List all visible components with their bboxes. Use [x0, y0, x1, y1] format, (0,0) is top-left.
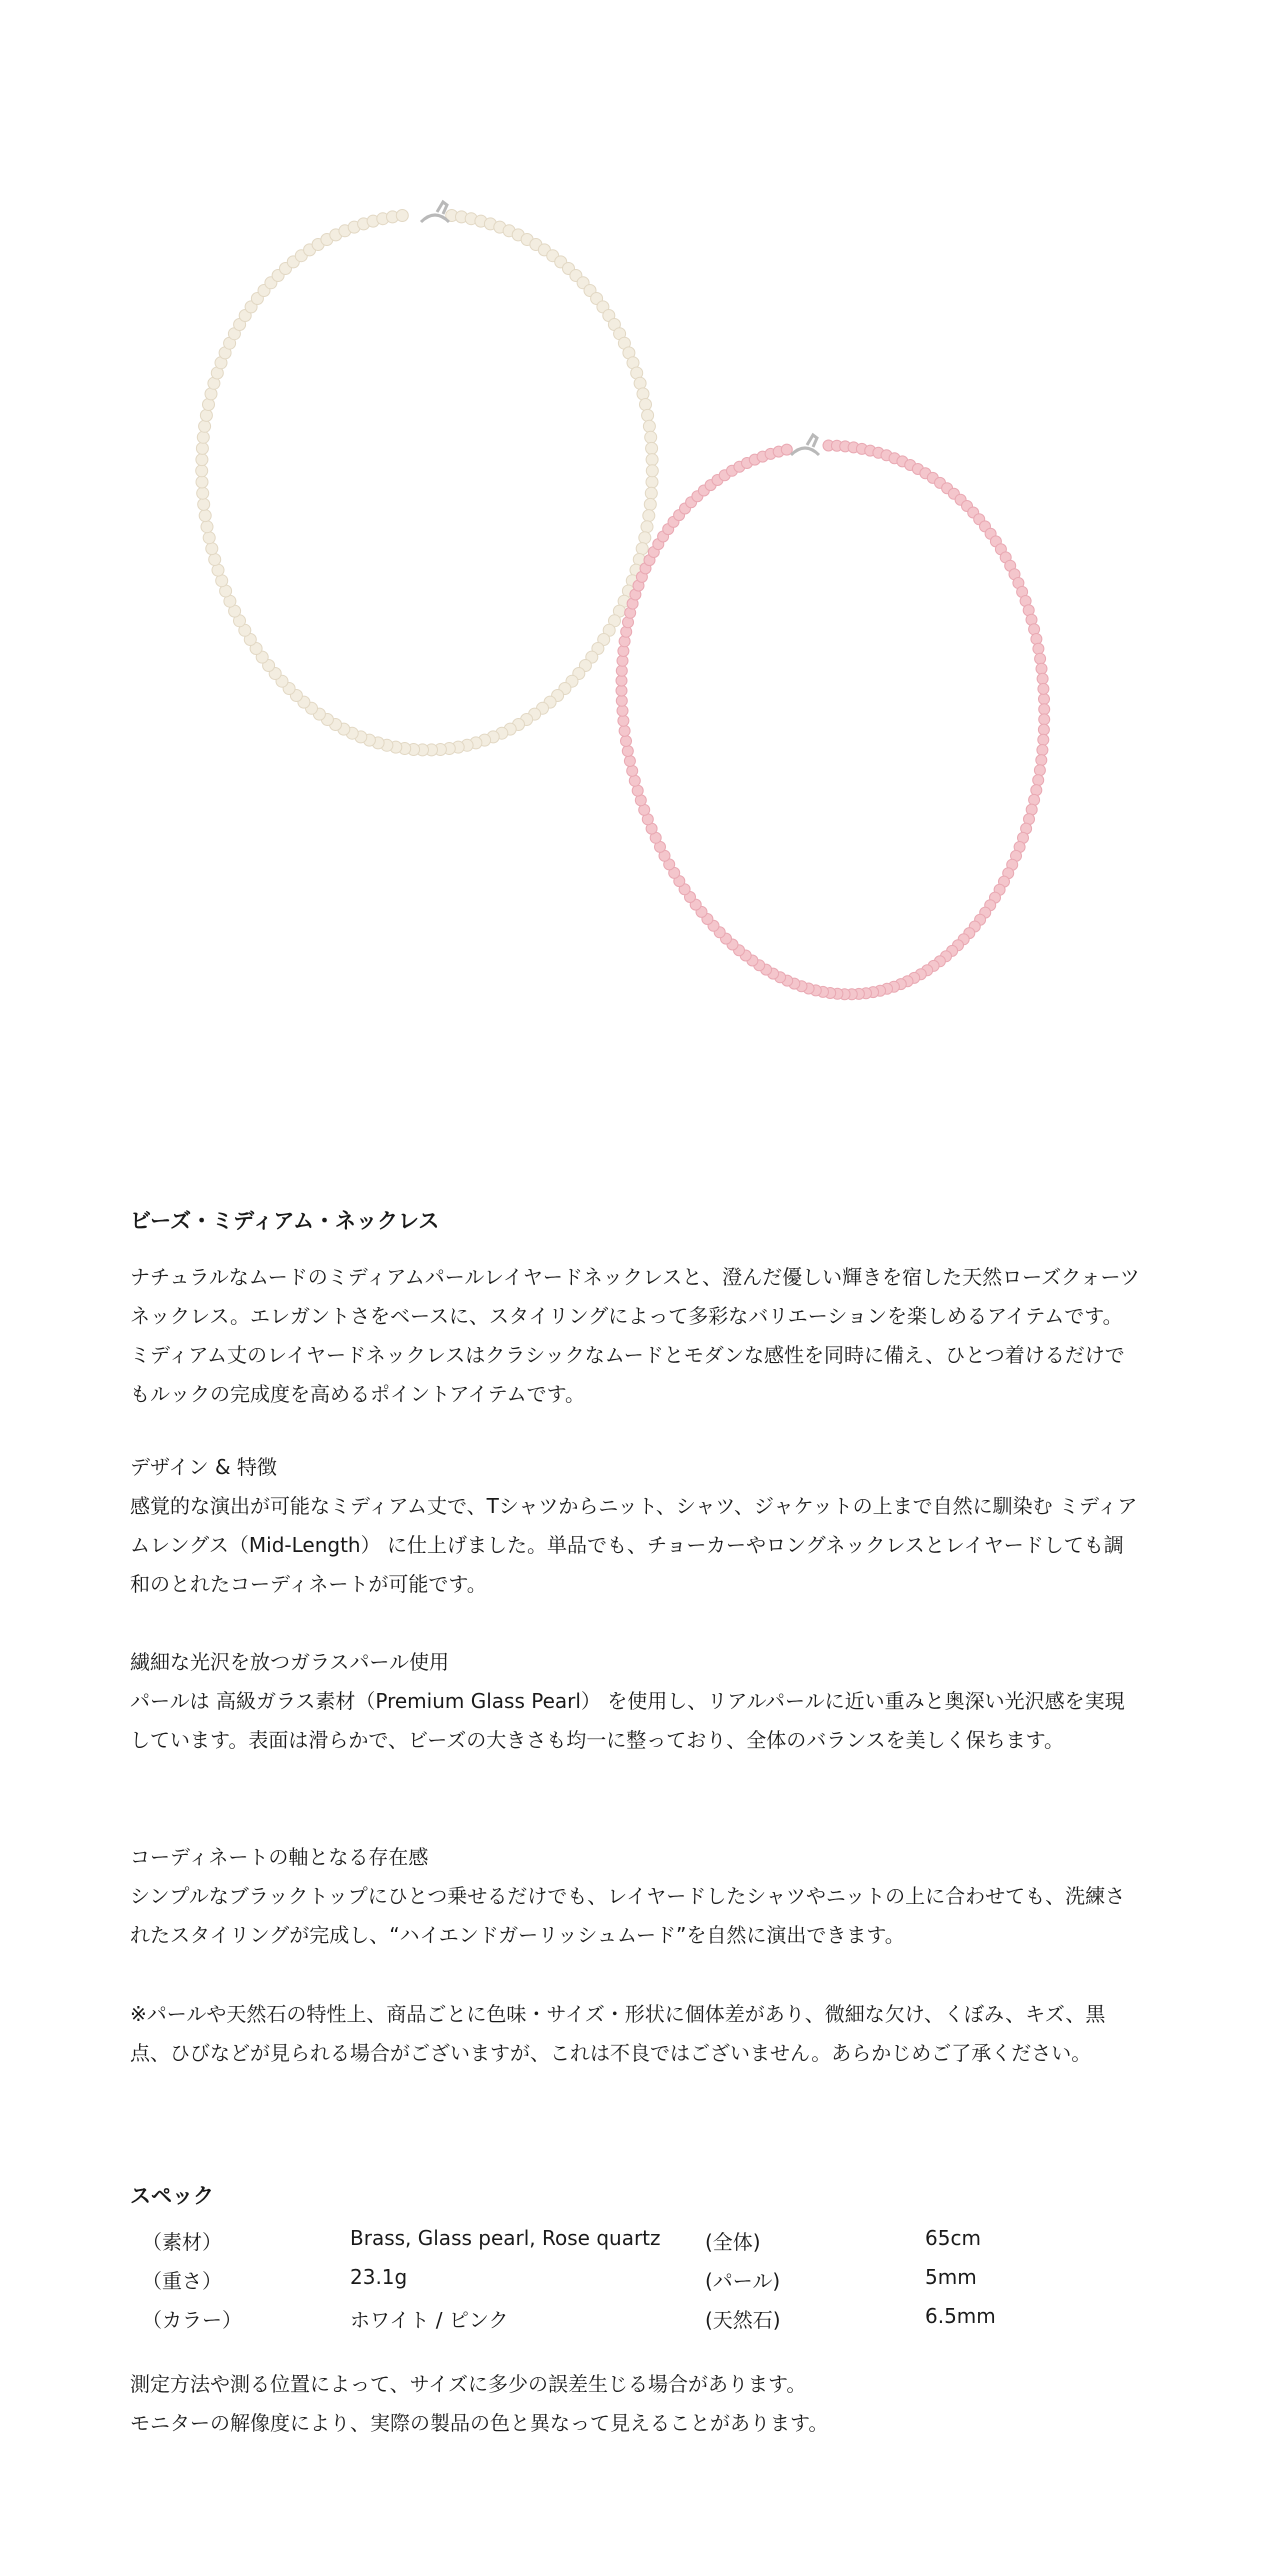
spec-label: (全体) [705, 2230, 761, 2254]
note-measurement: 測定方法や測る位置によって、サイズに多少の誤差生じる場合があります。 [130, 2372, 807, 2396]
pearl-bead [636, 543, 648, 555]
rose-quartz-bead [1033, 643, 1044, 654]
rose-quartz-bead [1036, 755, 1047, 766]
pearl-bead [196, 476, 208, 488]
section-heading: 繊細な光沢を放つガラスパール使用 [130, 1650, 449, 1674]
rose-quartz-bead [1034, 765, 1045, 776]
pearl-bead [643, 420, 655, 432]
pearl-bead [646, 454, 658, 466]
rose-quartz-bead [622, 746, 633, 757]
spec-row [130, 2304, 1140, 2343]
spec-value: 6.5mm [925, 2304, 996, 2328]
disclaimer-text: ※パールや天然石の特性上、商品ごとに色味・サイズ・形状に個体差があり、微細な欠け、くぼみ、キズ、黒点、ひびなどが見られる場合がございますが、これは不良ではございません。あらかじめご了承ください。 [130, 2002, 1106, 2065]
pearl-bead [196, 465, 208, 477]
rose-quartz-bead [629, 775, 640, 786]
pearl-bead [646, 476, 658, 488]
pearl-bead [645, 487, 657, 499]
rose-quartz-bead [1038, 734, 1049, 745]
section-pearl [130, 1643, 1140, 1760]
product-title: ビーズ・ミディアム・ネックレス [130, 1209, 440, 1233]
pearl-bead [197, 487, 209, 499]
rose-quartz-bead [616, 665, 627, 676]
rose-quartz-bead [617, 655, 628, 666]
pearl-bead [200, 409, 212, 421]
pearl-bead [642, 409, 654, 421]
rose-quartz-bead [624, 756, 635, 767]
rose-quartz-bead [1033, 775, 1044, 786]
spec-label: （素材） [142, 2230, 222, 2254]
spec-label: （重さ） [142, 2269, 222, 2293]
spec-label: (天然石) [705, 2308, 781, 2332]
rose-quartz-bead [1036, 663, 1047, 674]
pearl-bead [199, 510, 211, 522]
pearl-necklace-image [196, 202, 659, 756]
section-coordinate [130, 1838, 1140, 1955]
pearl-bead [205, 388, 217, 400]
section-body: シンプルなブラックトップにひとつ乗せるだけでも、レイヤードしたシャツやニットの上に合わせても、洗練されたスタイリングが完成し、“ハイエンドガーリッシュムード”を自然に演出できます。 [130, 1884, 1126, 1947]
rose-quartz-bead [619, 725, 630, 736]
rose-quartz-bead [1039, 714, 1050, 725]
clasp-icon [421, 202, 449, 222]
rose-quartz-bead [618, 715, 629, 726]
spec-value: ホワイト / ピンク [350, 2308, 509, 2332]
rose-quartz-bead [1031, 785, 1042, 796]
rose-quartz-bead [1029, 794, 1040, 805]
pearl-bead [197, 431, 209, 443]
spec-value: Brass, Glass pearl, Rose quartz [350, 2226, 661, 2250]
spec-table [130, 2226, 1140, 2343]
pearl-bead [640, 399, 652, 411]
section-body: パールは 高級ガラス素材（Premium Glass Pearl） を使用し、リアルパールに近い重みと奥深い光沢感を実現しています。表面は滑らかで、ビーズの大きさも均一に整っており、全体のバランスを美しく保ちます。 [130, 1689, 1125, 1752]
rose-quartz-necklace-image [616, 435, 1050, 1000]
spec-row [130, 2226, 1140, 2265]
product-image [0, 0, 1262, 1120]
pearl-bead [646, 442, 658, 454]
section-heading: コーディネートの軸となる存在感 [130, 1845, 429, 1869]
rose-quartz-bead [616, 695, 627, 706]
rose-quartz-bead [616, 675, 627, 686]
rose-quartz-bead [1039, 694, 1050, 705]
rose-quartz-bead [627, 765, 638, 776]
pearl-bead [199, 420, 211, 432]
section-design [130, 1448, 1140, 1604]
clasp-icon [791, 435, 819, 455]
pearl-bead [203, 532, 215, 544]
section-disclaimer [130, 1995, 1140, 2073]
pearl-bead [646, 465, 658, 477]
product-intro: ナチュラルなムードのミディアムパールレイヤードネックレスと、澄んだ優しい輝きを宿した天然ローズクォーツネックレス。エレガントさをベースに、スタイリングによって多彩なバリエーションを楽しめるアイテムです。ミディアム丈のレイヤードネックレスはクラシックなムードとモダンな感性を同時に備え、ひとつ着けるだけでもルックの完成度を高めるポイントアイテムです。 [130, 1265, 1140, 1406]
pearl-bead [206, 543, 218, 555]
section-body: 感覚的な演出が可能なミディアム丈で、Tシャツからニット、シャツ、ジャケットの上まで自然に馴染む ミディアムレングス（Mid-Length） に仕上げました。単品でも、チョーカーやロングネックレスとレイヤードしても調和のとれたコーディネートが可能です。 [130, 1494, 1138, 1596]
rose-quartz-bead [632, 785, 643, 796]
rose-quartz-bead [616, 685, 627, 696]
rose-quartz-bead [1038, 724, 1049, 735]
pearl-bead [198, 498, 210, 510]
spec-label: （カラー） [142, 2308, 242, 2332]
pearl-bead [643, 510, 655, 522]
spec-title: スペック [130, 2184, 214, 2208]
pearl-bead [396, 210, 408, 222]
pearl-bead [639, 532, 651, 544]
pearl-bead [641, 521, 653, 533]
note-monitor: モニターの解像度により、実際の製品の色と異なって見えることがあります。 [130, 2411, 829, 2435]
rose-quartz-bead [617, 705, 628, 716]
rose-quartz-bead [1037, 745, 1048, 756]
rose-quartz-bead [1031, 634, 1042, 645]
pearl-bead [201, 521, 213, 533]
rose-quartz-bead [1037, 673, 1048, 684]
spec-label: (パール) [705, 2269, 781, 2293]
pearl-bead [209, 554, 221, 566]
spec-value: 5mm [925, 2265, 977, 2289]
section-heading: デザイン & 特徴 [130, 1455, 277, 1479]
rose-quartz-bead [621, 736, 632, 747]
spec-value: 65cm [925, 2226, 981, 2250]
pearl-bead [203, 399, 215, 411]
pearl-bead [634, 377, 646, 389]
pearl-bead [196, 442, 208, 454]
pearl-bead [637, 388, 649, 400]
pearl-bead [196, 454, 208, 466]
rose-quartz-bead [1035, 653, 1046, 664]
spec-value: 23.1g [350, 2265, 408, 2289]
rose-quartz-bead [1029, 624, 1040, 635]
spec-row [130, 2265, 1140, 2304]
rose-quartz-bead [1038, 683, 1049, 694]
notes [130, 2365, 1140, 2443]
pearl-bead [645, 431, 657, 443]
pearl-bead [644, 498, 656, 510]
rose-quartz-bead [1039, 704, 1050, 715]
